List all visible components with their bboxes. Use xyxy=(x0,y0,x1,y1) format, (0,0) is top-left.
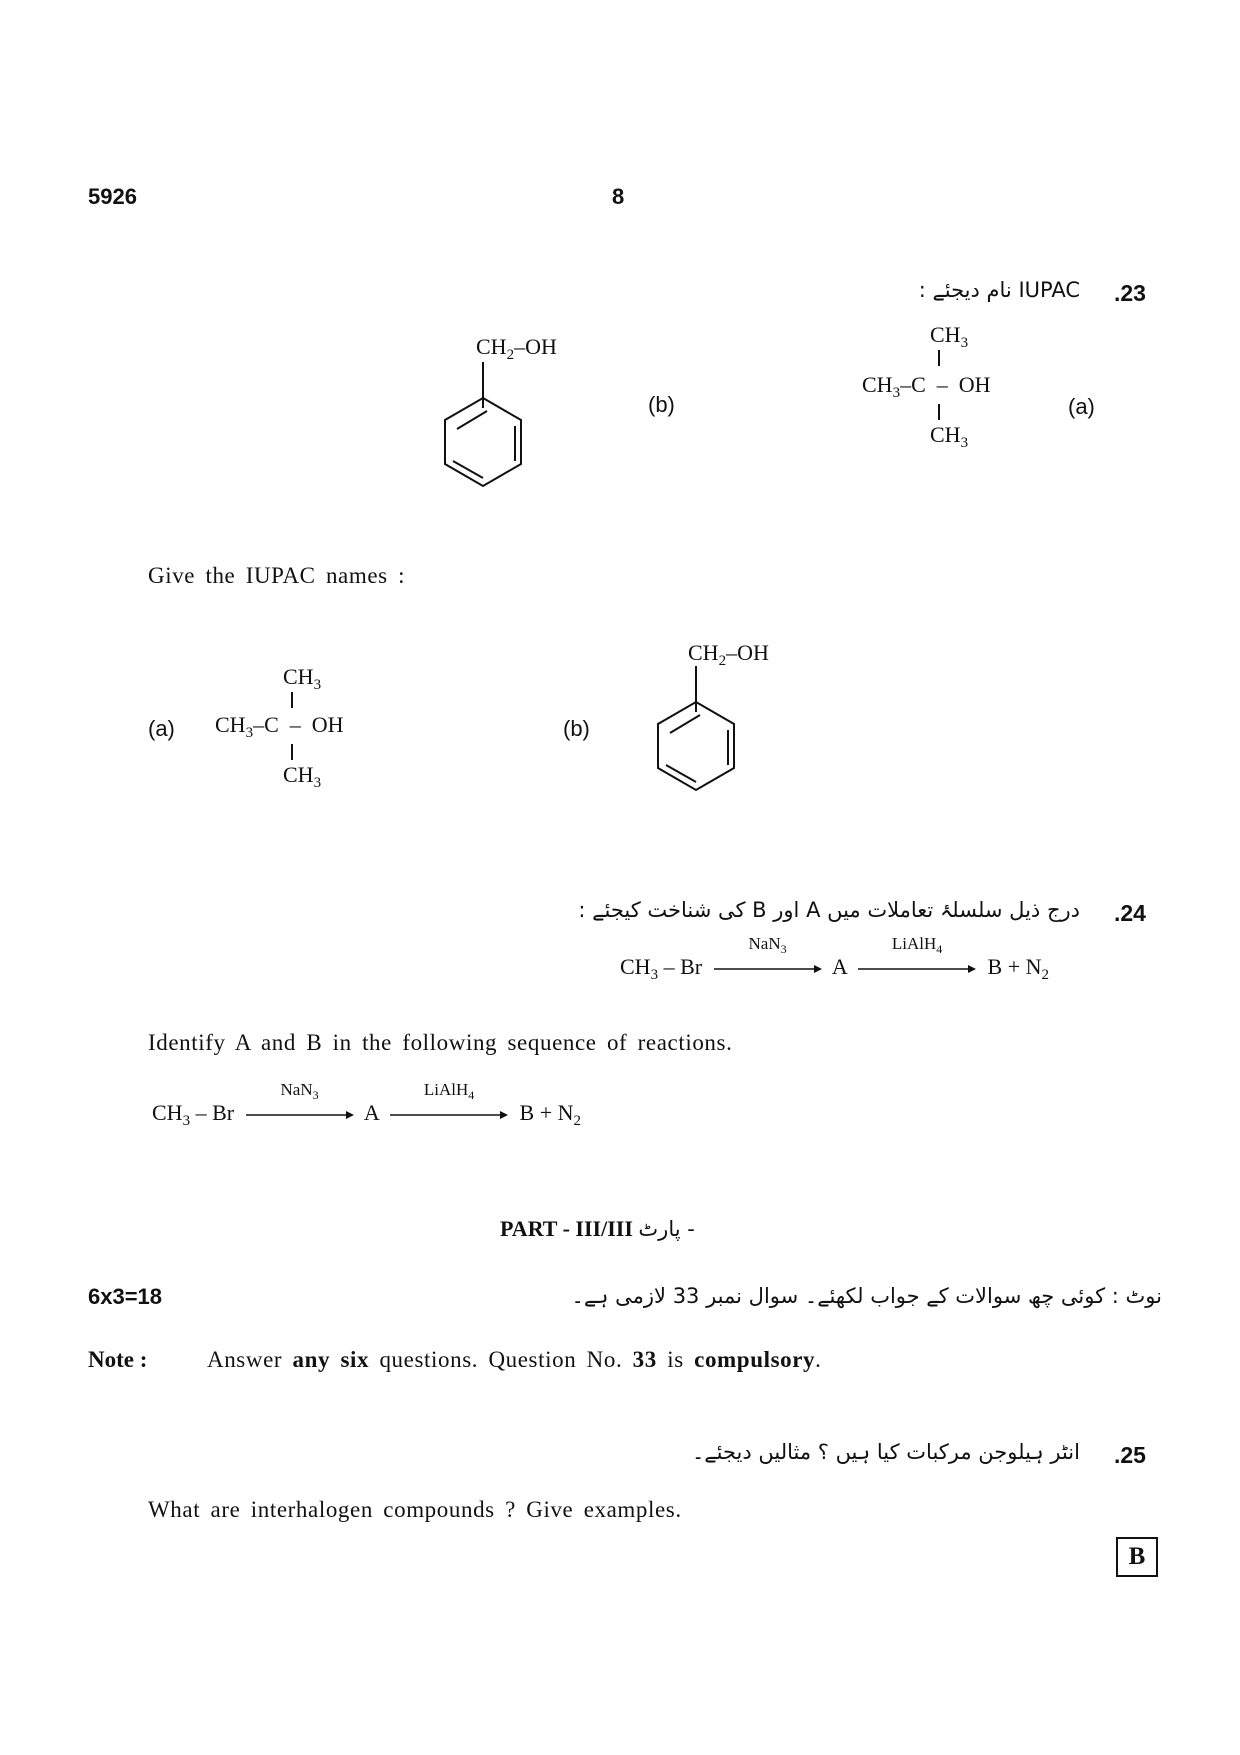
urdu-label-b: (b) xyxy=(648,392,675,417)
note-english-text: Answer any six questions. Question No. 33 is compulsory. xyxy=(207,1347,822,1372)
part-heading: PART - III/III پارٹ - xyxy=(500,1216,695,1241)
q24-english-text: Identify A and B in the following sequence of reactions. xyxy=(148,1030,733,1055)
q24-urdu-text: درج ذیل سلسلۂ تعاملات میں A اور B کی شناخت کیجئے : xyxy=(578,898,1080,922)
english-compound-a-bond-top xyxy=(291,692,293,708)
english-reaction: $CH_3$ – Br NaN$_3$ A LiAlH$_4$ $B + N_2$ xyxy=(152,1079,582,1129)
benzene-ring-english xyxy=(653,664,743,794)
benzene-ring-urdu xyxy=(440,360,530,490)
series-box: B xyxy=(1116,1537,1158,1577)
urdu-compound-a-bottom-ch3: $CH_3$ xyxy=(930,422,969,451)
page-number: 8 xyxy=(612,184,625,209)
english-compound-a-middle: $CH_3-C$ – OH xyxy=(215,712,344,741)
reaction-arrow-2: LiAlH$_4$ xyxy=(390,1102,508,1128)
note-urdu-text: نوٹ : کوئی چھ سوالات کے جواب لکھئے۔ سوال نمبر 33 لازمی ہے۔ xyxy=(571,1284,1162,1308)
reaction-arrow-1: NaN$_3$ xyxy=(714,956,822,982)
question-number-25-urdu: .25 xyxy=(1114,1442,1146,1468)
urdu-label-a: (a) xyxy=(1068,394,1095,419)
marks-allocation: 6x3=18 xyxy=(88,1284,163,1309)
q23-urdu-text: IUPAC نام دیجئے : xyxy=(918,278,1080,302)
urdu-compound-a-middle: $CH_3-C$ – OH xyxy=(862,372,991,401)
reaction-arrow-2: LiAlH$_4$ xyxy=(858,956,976,982)
note-label: Note : xyxy=(88,1347,148,1372)
urdu-compound-a-bond-top xyxy=(938,350,940,366)
q23-english-text: Give the IUPAC names : xyxy=(148,563,406,588)
reaction-arrow-1: NaN$_3$ xyxy=(246,1102,354,1128)
english-compound-a-bond-bottom xyxy=(291,744,293,760)
english-label-a: (a) xyxy=(148,716,175,741)
paper-code: 5926 xyxy=(88,184,137,209)
urdu-reaction: $CH_3$ – Br NaN$_3$ A LiAlH$_4$ $B + N_2$ xyxy=(620,933,1050,983)
urdu-compound-a-top-ch3: $CH_3$ xyxy=(930,322,969,351)
english-compound-a-bottom-ch3: $CH_3$ xyxy=(283,762,322,791)
q25-english-text: What are interhalogen compounds ? Give examples. xyxy=(148,1497,682,1522)
q25-urdu-text: انٹر ہیلوجن مرکبات کیا ہیں ؟ مثالیں دیجئے۔ xyxy=(692,1440,1080,1464)
english-compound-a-top-ch3: $CH_3$ xyxy=(283,664,322,693)
urdu-compound-b-group: $CH_2-OH$ xyxy=(476,334,557,363)
english-label-b: (b) xyxy=(563,716,590,741)
urdu-compound-a-bond-bottom xyxy=(938,404,940,420)
question-number-23-urdu: .23 xyxy=(1114,280,1146,306)
question-number-24-urdu: .24 xyxy=(1114,900,1146,926)
english-compound-b-group: $CH_2-OH$ xyxy=(688,640,769,669)
